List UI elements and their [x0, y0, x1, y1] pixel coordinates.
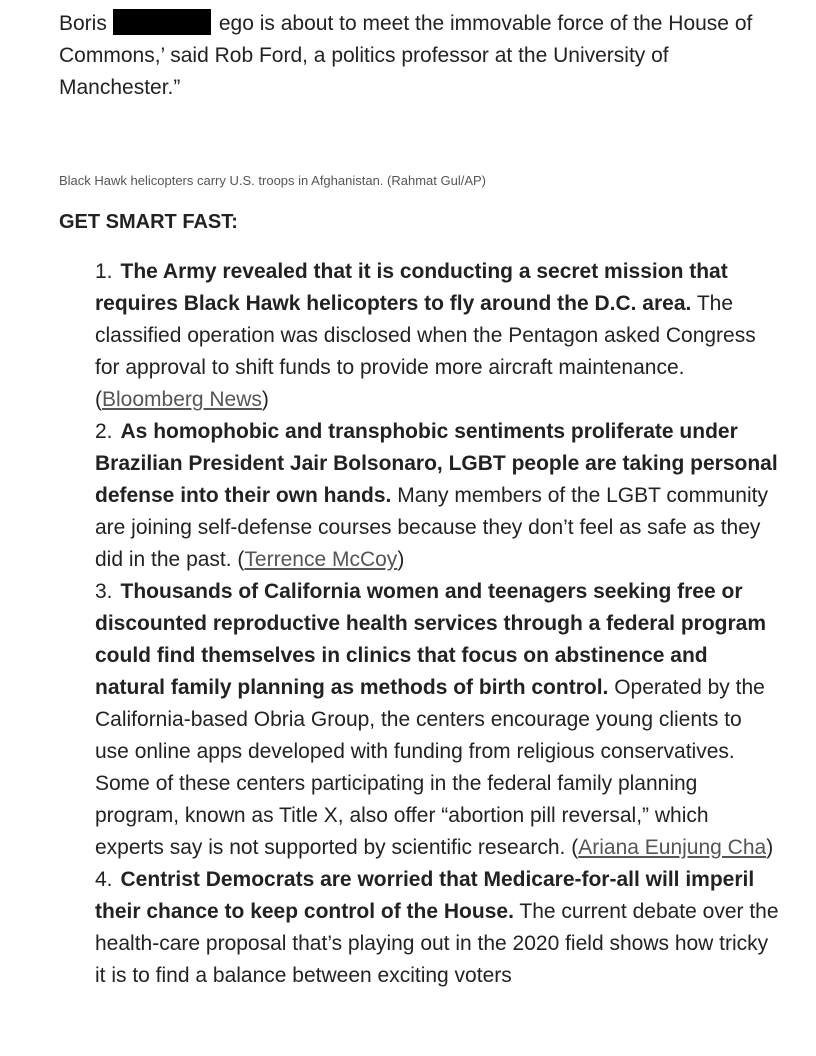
item-text: The classified operation was disclosed when the Pentagon asked Congress for approval to shift funds to provide more aircraft maintenance. (: [95, 292, 756, 411]
intro-paragraph: [59, 8, 779, 104]
article-body: [59, 8, 779, 992]
item-number: 1.: [95, 260, 113, 283]
list-item: [95, 416, 779, 576]
item-number: 3.: [95, 580, 113, 603]
list-item: [95, 576, 779, 864]
item-number: 2.: [95, 420, 113, 443]
item-text: The current debate over the health-care proposal that’s playing out in the 2020 field shows how tricky it is to find a balance between exciting voters: [95, 900, 779, 987]
redaction-bar: [113, 9, 211, 35]
source-link[interactable]: Ariana Eunjung Cha: [578, 836, 767, 859]
item-headline: As homophobic and transphobic sentiments proliferate under Brazilian President Jair Bolsonaro, LGBT people are taking personal defense into their own hands.: [95, 420, 778, 507]
list-item: [95, 256, 779, 416]
item-headline: Thousands of California women and teenagers seeking free or discounted reproductive health services through a federal program could find themselves in clinics that focus on abstinence and natural family planning as methods of birth control.: [95, 580, 766, 699]
item-headline: Centrist Democrats are worried that Medicare-for-all will imperil their chance to keep control of the House.: [95, 868, 755, 923]
section-heading: GET SMART FAST:: [59, 211, 238, 233]
item-text: Many members of the LGBT community are joining self-defense courses because they don’t feel as safe as they did in the past. (: [95, 484, 768, 571]
intro-text-rest: ego is about to meet the immovable force of the House of Commons,’ said Rob Ford, a politics professor at the University of Manchester.”: [59, 12, 753, 99]
photo-caption: Black Hawk helicopters carry U.S. troops in Afghanistan. (Rahmat Gul/AP): [59, 173, 487, 188]
intro-text-start: Boris: [59, 12, 107, 35]
list-item: [95, 864, 779, 992]
item-text: Operated by the California-based Obria Group, the centers encourage young clients to use online apps developed with funding from religious conservatives. Some of these centers participating in the federal family planning program, known as Title X, also offer “abortion pill reversal,” which experts say is not supported by scientific research. (: [95, 676, 765, 859]
close-paren: ): [766, 836, 774, 859]
item-headline: The Army revealed that it is conducting a secret mission that requires Black Hawk helicopters to fly around the D.C. area.: [95, 260, 728, 315]
source-link[interactable]: Bloomberg News: [102, 388, 262, 411]
source-link[interactable]: Terrence McCoy: [244, 548, 398, 571]
close-paren: ): [261, 388, 269, 411]
news-list: [59, 256, 779, 992]
close-paren: ): [397, 548, 405, 571]
item-number: 4.: [95, 868, 113, 891]
